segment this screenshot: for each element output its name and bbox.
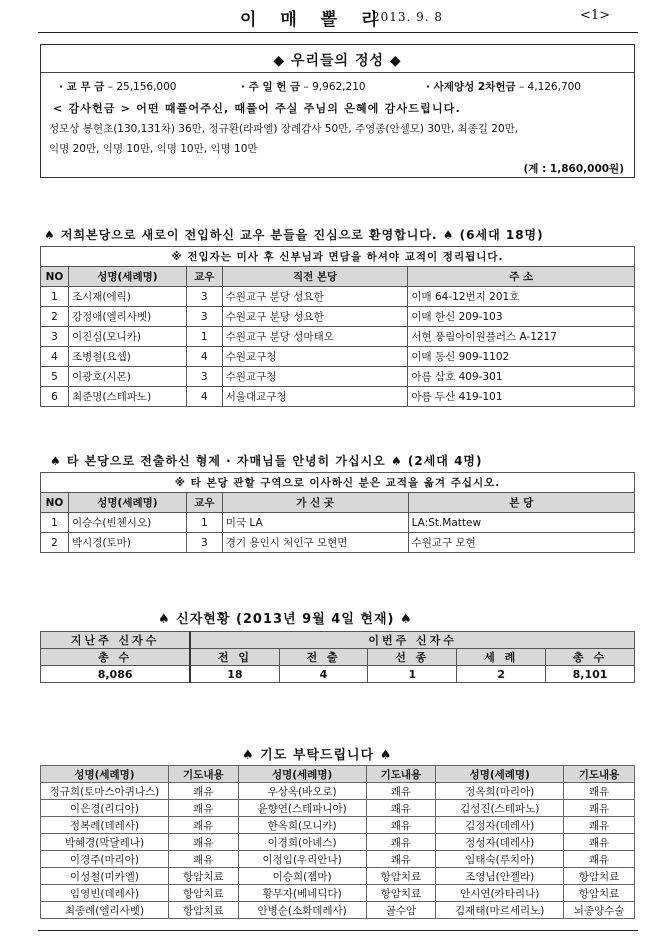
column-header: 교우 <box>186 493 222 513</box>
table-cell: 아름 두산 419-101 <box>408 387 635 407</box>
table-cell: 조영님(안젤라) <box>436 868 564 885</box>
last-week-label: 지난주 신자수 <box>41 632 191 649</box>
offering-item-value: 4,126,700 <box>527 81 581 93</box>
table-cell: 3 <box>186 307 222 327</box>
table-cell: 우상옥(바오로) <box>238 783 366 800</box>
offering-item-value: 25,156,000 <box>116 81 177 93</box>
table-cell: 이정임(우리안나) <box>238 851 366 868</box>
offering-item-seminary: · 사제양성 2차헌금 – 4,126,700 <box>426 81 581 93</box>
table-cell: 쾌유 <box>564 834 635 851</box>
table-cell: 항암치료 <box>366 885 436 902</box>
table-cell: 김성진(스테파노) <box>436 800 564 817</box>
table-cell: 쾌유 <box>564 800 635 817</box>
table-cell: 뇌종양수술 <box>564 902 635 919</box>
offering-divider <box>41 72 634 73</box>
table-cell: 항암치료 <box>564 885 635 902</box>
column-header: 직전 본당 <box>222 267 408 287</box>
column-header: 성명(세례명) <box>238 766 366 783</box>
stat-value: 1 <box>368 666 457 683</box>
table-cell: 3 <box>186 367 222 387</box>
table-cell: 쾌유 <box>366 800 436 817</box>
table-cell: 박시경(토마) <box>68 533 186 553</box>
offering-item-label: · 주 일 헌 금 <box>241 81 301 93</box>
this-week-label: 이번주 신자수 <box>190 632 634 649</box>
leavers-note: ※ 타 본당 관할 구역으로 이사하신 분은 교적을 옮겨 주십시오. <box>41 473 635 493</box>
table-row <box>41 387 635 407</box>
table-row <box>41 287 635 307</box>
table-cell: 이은경(리디아) <box>41 800 169 817</box>
bulletin-title: 이 매 뽈 리 <box>240 10 387 30</box>
table-cell: 이진심(모니카) <box>68 327 186 347</box>
table-cell: 3 <box>186 533 222 553</box>
table-row <box>41 367 635 387</box>
table-cell: 이성철(미카엘) <box>41 868 169 885</box>
table-cell: 이매 동신 909-1102 <box>408 347 635 367</box>
table-cell: 수원교구청 <box>222 367 408 387</box>
table-cell: 쾌유 <box>366 834 436 851</box>
table-cell: 쾌유 <box>564 851 635 868</box>
table-cell: 황무자(베네딕다) <box>238 885 366 902</box>
newcomers-note: ※ 전입자는 미사 후 신부님과 면담을 하셔야 교적이 정리됩니다. <box>41 247 635 267</box>
table-cell: 임영빈(데레사) <box>41 885 169 902</box>
thanks-line: 성모상 봉헌초(130,131차) 36만, 정규환(라파엘) 장례감사 50만, 주영종(안셀모) 30만, 최종길 20만, <box>49 123 519 135</box>
table-cell: 2 <box>41 533 69 553</box>
table-cell: 미국 LA <box>222 513 408 533</box>
footer-divider <box>38 930 638 931</box>
stat-value: 18 <box>190 666 279 683</box>
column-header: 기도내용 <box>366 766 436 783</box>
thanks-line: 익명 20만, 익명 10만, 익명 10만, 익명 10만 <box>49 143 258 155</box>
stat-value: 8,086 <box>41 666 191 683</box>
table-cell: 쾌유 <box>564 817 635 834</box>
table-cell: 5 <box>41 367 69 387</box>
table-header-row <box>41 267 635 287</box>
table-row <box>41 800 635 817</box>
table-cell: 이광호(시몬) <box>68 367 186 387</box>
column-header: 기도내용 <box>168 766 238 783</box>
table-row <box>41 307 635 327</box>
table-cell: 쾌유 <box>564 783 635 800</box>
table-cell: 항암치료 <box>366 868 436 885</box>
column-header: NO <box>41 267 69 287</box>
table-cell: 이경주(마리아) <box>41 851 169 868</box>
table-cell: 이매 한신 209-103 <box>408 307 635 327</box>
offering-box <box>40 44 635 178</box>
table-header-row <box>41 766 635 783</box>
column-header: 주 소 <box>408 267 635 287</box>
table-row <box>41 783 635 800</box>
table-cell: 서현 풍림아이원플러스 A-1217 <box>408 327 635 347</box>
table-cell: 임태숙(루치아) <box>436 851 564 868</box>
table-cell: 경기 용인시 처인구 모현면 <box>222 533 408 553</box>
column-header: 성명(세례명) <box>68 493 186 513</box>
stat-label: 전 입 <box>190 649 279 666</box>
table-cell: 서울대교구청 <box>222 387 408 407</box>
table-cell: 4 <box>186 347 222 367</box>
table-cell: 수원교구 모현 <box>408 533 634 553</box>
table-cell: 아름 삼호 409-301 <box>408 367 635 387</box>
table-cell: 1 <box>41 287 69 307</box>
offering-item-label: · 사제양성 2차헌금 <box>426 81 516 93</box>
column-header: 성명(세례명) <box>41 766 169 783</box>
table-row <box>41 868 635 885</box>
table-row <box>41 834 635 851</box>
column-header: 본 당 <box>408 493 634 513</box>
table-cell: 박혜경(막달레나) <box>41 834 169 851</box>
table-cell: 골수암 <box>366 902 436 919</box>
table-cell: 쾌유 <box>366 783 436 800</box>
newcomers-table <box>40 246 635 407</box>
table-row <box>41 851 635 868</box>
column-header: 가 신 곳 <box>222 493 408 513</box>
table-cell: 이승수(빈첸시오) <box>68 513 186 533</box>
table-row <box>41 885 635 902</box>
table-cell: 수원교구 분당 성요한 <box>222 287 408 307</box>
newcomers-heading: ♠ 저희본당으로 새로이 전입하신 교우 분들을 진심으로 환영합니다. ♠ (6세대 18명) <box>44 228 544 242</box>
offering-item-label: · 교 무 금 <box>59 81 105 93</box>
table-row <box>41 513 635 533</box>
table-cell: 김재태(마르세리노) <box>436 902 564 919</box>
leavers-table <box>40 472 635 553</box>
stat-value: 8,101 <box>546 666 635 683</box>
column-header: 성명(세례명) <box>436 766 564 783</box>
table-header-row <box>41 493 635 513</box>
table-cell: 2 <box>41 307 69 327</box>
offering-item-value: 9,962,210 <box>312 81 366 93</box>
table-row <box>41 347 635 367</box>
table-row <box>41 533 635 553</box>
table-cell: 안병순(소화데레사) <box>238 902 366 919</box>
stat-value: 2 <box>457 666 546 683</box>
table-cell: 항암치료 <box>564 868 635 885</box>
table-cell: 쾌유 <box>168 800 238 817</box>
table-cell: 6 <box>41 387 69 407</box>
table-cell: 안시연(카타리나) <box>436 885 564 902</box>
table-cell: 정규희(토마스아퀴나스) <box>41 783 169 800</box>
stat-label: 총 수 <box>41 649 191 666</box>
table-cell: 최준명(스테파노) <box>68 387 186 407</box>
page-number: <1> <box>580 8 611 23</box>
table-cell: 3 <box>41 327 69 347</box>
stat-label: 선 종 <box>368 649 457 666</box>
leavers-heading: ♠ 타 본당으로 전출하신 형제 · 자매님들 안녕히 가십시오 ♠ (2세대 4명) <box>50 454 483 468</box>
table-cell: 4 <box>41 347 69 367</box>
table-row <box>41 817 635 834</box>
table-cell: 이매 64-12번지 201호 <box>408 287 635 307</box>
table-cell: 항암치료 <box>168 868 238 885</box>
table-cell: 쾌유 <box>168 834 238 851</box>
table-cell: 강정애(엘리사벳) <box>68 307 186 327</box>
table-cell: 1 <box>41 513 69 533</box>
table-cell: 정성자(데레사) <box>436 834 564 851</box>
table-cell: 항암치료 <box>168 902 238 919</box>
stat-value: 4 <box>279 666 368 683</box>
stats-heading: ♠ 신자현황 (2013년 9월 4일 현재) ♠ <box>158 612 413 627</box>
stat-label: 전 출 <box>279 649 368 666</box>
offering-title: ◆ 우리들의 정성 ◆ <box>273 53 402 69</box>
column-header: 교우 <box>186 267 222 287</box>
table-cell: 쾌유 <box>168 851 238 868</box>
table-cell: 조시재(에릭) <box>68 287 186 307</box>
table-cell: 4 <box>186 387 222 407</box>
table-cell: LA:St.Mattew <box>408 513 634 533</box>
prayer-table <box>40 765 635 919</box>
table-cell: 조병철(요셉) <box>68 347 186 367</box>
prayer-heading: ♠ 기도 부탁드립니다 ♠ <box>242 748 393 763</box>
column-header: 기도내용 <box>564 766 635 783</box>
offering-item-sunday: · 주 일 헌 금 – 9,962,210 <box>241 81 366 93</box>
table-cell: 쾌유 <box>366 851 436 868</box>
table-cell: 1 <box>186 327 222 347</box>
stat-label: 세 례 <box>457 649 546 666</box>
header-divider <box>38 32 638 33</box>
column-header: 성명(세례명) <box>68 267 186 287</box>
table-cell: 1 <box>186 513 222 533</box>
table-cell: 쾌유 <box>168 817 238 834</box>
table-cell: 이경희(아녜스) <box>238 834 366 851</box>
table-cell: 한옥희(모니카) <box>238 817 366 834</box>
stats-table <box>40 631 635 683</box>
table-cell: 정복례(데레사) <box>41 817 169 834</box>
column-header: NO <box>41 493 69 513</box>
thanks-heading: < 감사헌금 > 어떤 때풀어주신, 때풀어 주실 주님의 은혜에 감사드립니다. <box>53 102 461 115</box>
table-cell: 최종례(엘리사벳) <box>41 902 169 919</box>
table-cell: 정옥희(마리아) <box>436 783 564 800</box>
offering-item-tithe: · 교 무 금 – 25,156,000 <box>59 81 177 93</box>
bulletin-date: 2013. 9. 8 <box>372 10 444 24</box>
table-cell: 3 <box>186 287 222 307</box>
table-cell: 쾌유 <box>168 783 238 800</box>
thanks-total: (계 : 1,860,000원) <box>523 163 624 175</box>
table-cell: 이승희(젬마) <box>238 868 366 885</box>
table-cell: 수원교구 분당 성요한 <box>222 307 408 327</box>
table-cell: 항암치료 <box>168 885 238 902</box>
table-cell: 김정자(데레사) <box>436 817 564 834</box>
table-cell: 쾌유 <box>366 817 436 834</box>
table-row <box>41 327 635 347</box>
table-cell: 수원교구청 <box>222 347 408 367</box>
table-cell: 수원교구 분당 성마태오 <box>222 327 408 347</box>
table-cell: 윤향연(스테파니아) <box>238 800 366 817</box>
stat-label: 총 수 <box>546 649 635 666</box>
table-row <box>41 902 635 919</box>
